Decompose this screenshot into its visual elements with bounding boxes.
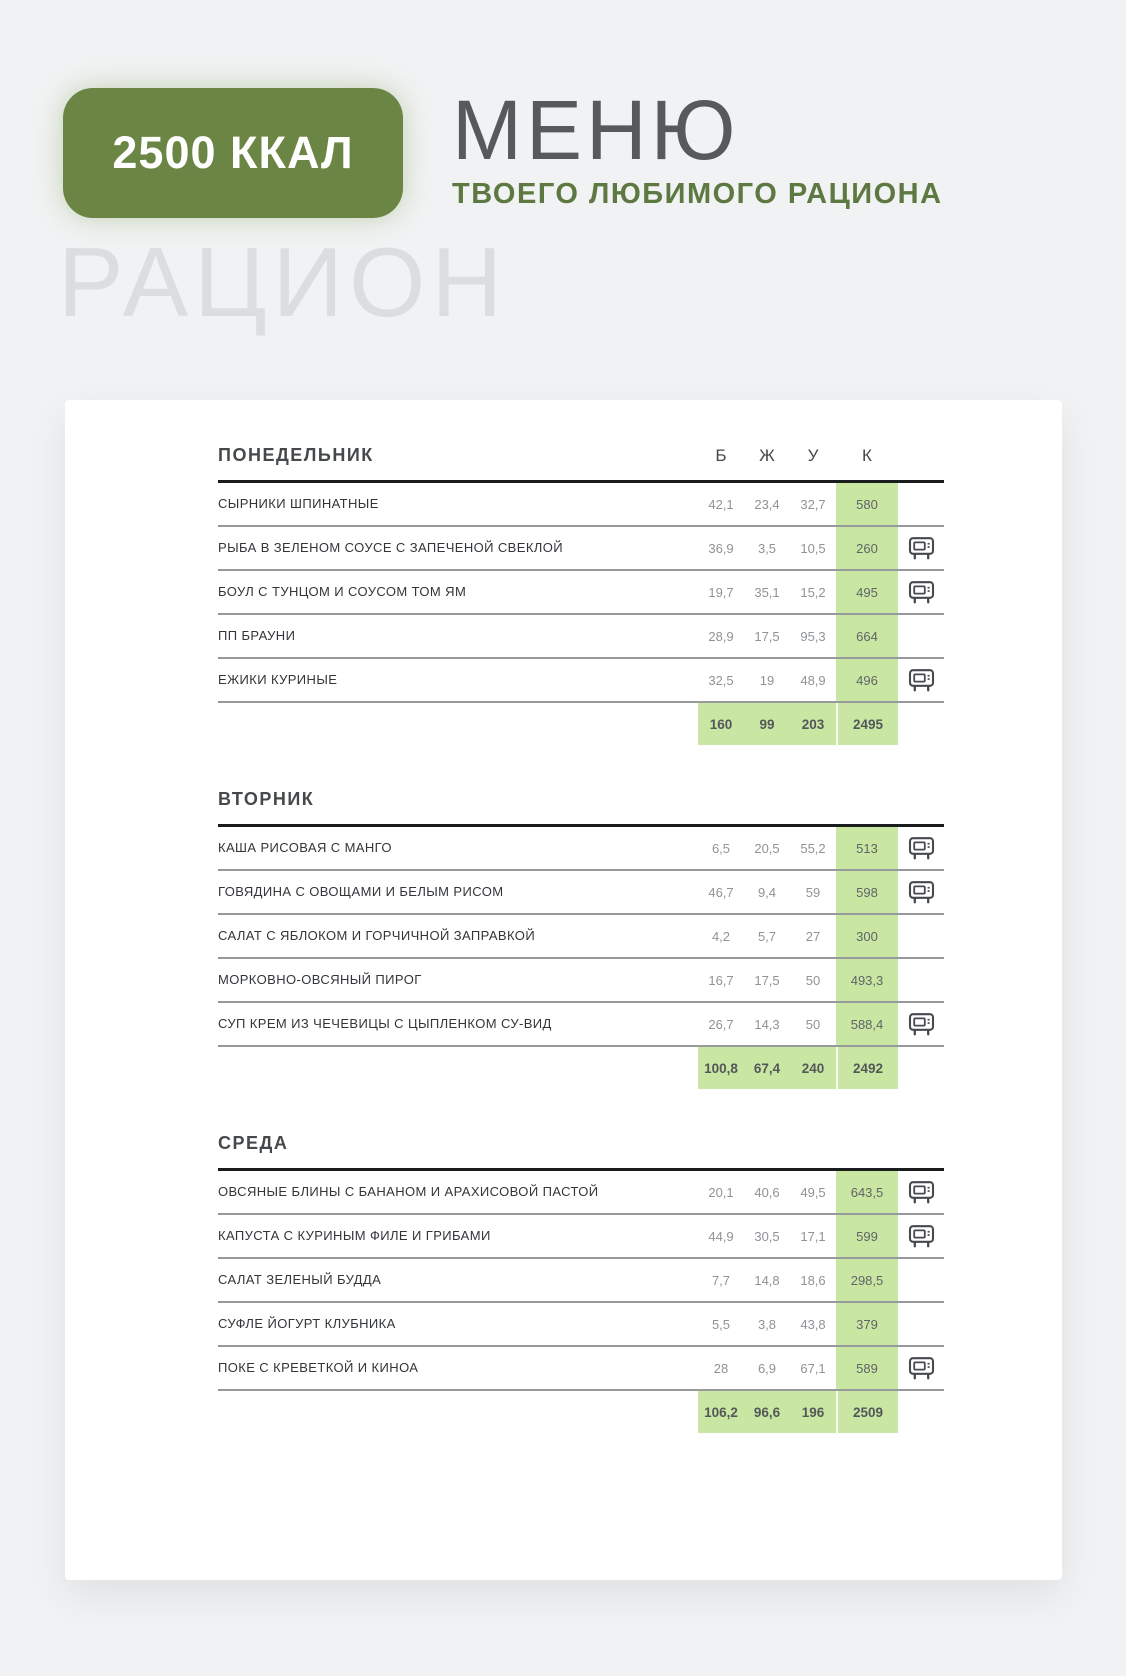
carb-value: 50: [805, 1016, 821, 1032]
table-row: [218, 959, 944, 1003]
calorie-cell: [836, 1303, 898, 1345]
carb-value: 32,7: [800, 496, 826, 512]
menu-days: [218, 445, 944, 1433]
table-row: [218, 827, 944, 871]
total-carb: 240: [790, 1047, 836, 1089]
dish-name: КАША РИСОВАЯ С МАНГО: [218, 840, 392, 855]
dish-name: САЛАТ ЗЕЛЕНЫЙ БУДДА: [218, 1272, 382, 1287]
fat-value: 35,1: [754, 584, 780, 600]
total-fat: 67,4: [744, 1047, 790, 1089]
calorie-badge: [63, 88, 403, 218]
calorie-cell: [836, 827, 898, 869]
carb-value: 49,5: [800, 1184, 826, 1200]
calorie-cell: [836, 1003, 898, 1045]
day-section: [218, 789, 944, 1089]
total-protein: 160: [698, 703, 744, 745]
table-row: [218, 483, 944, 527]
heat-icon-cell: [898, 836, 944, 861]
carb-value: 27: [805, 928, 821, 944]
microwave-icon: [908, 1180, 935, 1205]
calorie-cell: [836, 959, 898, 1001]
calorie-value: 495: [856, 584, 878, 600]
microwave-icon: [908, 836, 935, 861]
total-calorie: 2509: [852, 1404, 884, 1420]
calorie-value: 496: [856, 672, 878, 688]
table-row: [218, 915, 944, 959]
dish-name: МОРКОВНО-ОВСЯНЫЙ ПИРОГ: [218, 972, 422, 987]
protein-value: 16,7: [708, 972, 734, 988]
table-row: [218, 1171, 944, 1215]
protein-value: 5,5: [711, 1316, 731, 1332]
day-total-row: [218, 1391, 944, 1433]
protein-value: 28: [713, 1360, 729, 1376]
heat-icon-cell: [898, 580, 944, 605]
day-title: ПОНЕДЕЛЬНИК: [218, 445, 374, 465]
microwave-icon: [908, 1224, 935, 1249]
table-row: [218, 1347, 944, 1391]
calorie-value: 379: [856, 1316, 878, 1332]
fat-value: 3,8: [757, 1316, 777, 1332]
calorie-cell: [836, 659, 898, 701]
total-carb: 196: [790, 1391, 836, 1433]
fat-value: 6,9: [757, 1360, 777, 1376]
dish-name: ПОКЕ С КРЕВЕТКОЙ И КИНОА: [218, 1360, 419, 1375]
calorie-cell: [836, 915, 898, 957]
fat-value: 3,5: [757, 540, 777, 556]
protein-value: 44,9: [708, 1228, 734, 1244]
carb-value: 10,5: [800, 540, 826, 556]
microwave-icon: [908, 580, 935, 605]
calorie-value: 599: [856, 1228, 878, 1244]
day-section: [218, 445, 944, 745]
day-total-row: [218, 703, 944, 745]
total-calorie-cell: [836, 1391, 898, 1433]
table-row: [218, 871, 944, 915]
table-row: [218, 615, 944, 659]
dish-name: СУП КРЕМ ИЗ ЧЕЧЕВИЦЫ С ЦЫПЛЕНКОМ СУ-ВИД: [218, 1016, 552, 1031]
fat-value: 14,3: [754, 1016, 780, 1032]
calorie-value: 260: [856, 540, 878, 556]
table-row: [218, 1003, 944, 1047]
day-total-row: [218, 1047, 944, 1089]
dish-name: САЛАТ С ЯБЛОКОМ И ГОРЧИЧНОЙ ЗАПРАВКОЙ: [218, 928, 536, 943]
fat-value: 19: [759, 672, 775, 688]
heat-icon-cell: [898, 1224, 944, 1249]
dish-name: СУФЛЕ ЙОГУРТ КЛУБНИКА: [218, 1316, 396, 1331]
table-row: [218, 1303, 944, 1347]
calorie-value: 589: [856, 1360, 878, 1376]
carb-value: 17,1: [800, 1228, 826, 1244]
day-section: [218, 1133, 944, 1433]
calorie-cell: [836, 615, 898, 657]
dish-name: ЕЖИКИ КУРИНЫЕ: [218, 672, 338, 687]
total-calorie-cell: [836, 703, 898, 745]
dish-name: ПП БРАУНИ: [218, 628, 296, 643]
calorie-cell: [836, 483, 898, 525]
protein-value: 36,9: [708, 540, 734, 556]
day-header-row: [218, 789, 944, 824]
protein-value: 7,7: [711, 1272, 731, 1288]
heat-icon-cell: [898, 668, 944, 693]
calorie-cell: [836, 871, 898, 913]
heat-icon-cell: [898, 1180, 944, 1205]
protein-value: 6,5: [711, 840, 731, 856]
microwave-icon: [908, 1356, 935, 1381]
dish-name: КАПУСТА С КУРИНЫМ ФИЛЕ И ГРИБАМИ: [218, 1228, 491, 1243]
table-row: [218, 571, 944, 615]
calorie-value: 513: [856, 840, 878, 856]
column-header: [836, 789, 898, 810]
calorie-cell: [836, 571, 898, 613]
microwave-icon: [908, 536, 935, 561]
fat-value: 5,7: [757, 928, 777, 944]
day-title: ВТОРНИК: [218, 789, 315, 809]
watermark-text: РАЦИОН: [58, 227, 509, 337]
calorie-cell: [836, 527, 898, 569]
microwave-icon: [908, 668, 935, 693]
heat-icon-cell: [898, 1012, 944, 1037]
total-calorie-cell: [836, 1047, 898, 1089]
total-protein: 100,8: [698, 1047, 744, 1089]
calorie-value: 300: [856, 928, 878, 944]
protein-value: 28,9: [708, 628, 734, 644]
day-header-row: [218, 1133, 944, 1168]
heat-icon-cell: [898, 1356, 944, 1381]
carb-value: 18,6: [800, 1272, 826, 1288]
total-fat: 96,6: [744, 1391, 790, 1433]
calorie-value: 664: [856, 628, 878, 644]
protein-value: 19,7: [708, 584, 734, 600]
fat-value: 20,5: [754, 840, 780, 856]
carb-value: 55,2: [800, 840, 826, 856]
dish-name: ГОВЯДИНА С ОВОЩАМИ И БЕЛЫМ РИСОМ: [218, 884, 504, 899]
column-header: Б: [715, 445, 727, 465]
fat-value: 17,5: [754, 972, 780, 988]
protein-value: 4,2: [711, 928, 731, 944]
calorie-value: 493,3: [850, 972, 884, 988]
calorie-cell: [836, 1259, 898, 1301]
total-fat: 99: [744, 703, 790, 745]
heat-icon-cell: [898, 536, 944, 561]
fat-value: 40,6: [754, 1184, 780, 1200]
carb-value: 67,1: [800, 1360, 826, 1376]
protein-value: 42,1: [708, 496, 734, 512]
fat-value: 17,5: [754, 628, 780, 644]
fat-value: 14,8: [754, 1272, 780, 1288]
microwave-icon: [908, 1012, 935, 1037]
calorie-cell: [836, 1171, 898, 1213]
fat-value: 23,4: [754, 496, 780, 512]
table-row: [218, 659, 944, 703]
day-title: СРЕДА: [218, 1133, 289, 1153]
menu-card: [65, 400, 1062, 1580]
carb-value: 59: [805, 884, 821, 900]
page-title: МЕНЮ: [452, 83, 740, 177]
calorie-cell: [836, 1347, 898, 1389]
calorie-value: 643,5: [850, 1184, 884, 1200]
protein-value: 46,7: [708, 884, 734, 900]
protein-value: 32,5: [708, 672, 734, 688]
carb-value: 15,2: [800, 584, 826, 600]
calorie-badge-label: 2500 ККАЛ: [112, 127, 354, 178]
fat-value: 9,4: [757, 884, 777, 900]
dish-name: ОВСЯНЫЕ БЛИНЫ С БАНАНОМ И АРАХИСОВОЙ ПАСТОЙ: [218, 1184, 599, 1199]
total-protein: 106,2: [698, 1391, 744, 1433]
microwave-icon: [908, 880, 935, 905]
protein-value: 20,1: [708, 1184, 734, 1200]
calorie-value: 588,4: [850, 1016, 884, 1032]
protein-value: 26,7: [708, 1016, 734, 1032]
carb-value: 43,8: [800, 1316, 826, 1332]
dish-name: СЫРНИКИ ШПИНАТНЫЕ: [218, 496, 379, 511]
page-subtitle: ТВОЕГО ЛЮБИМОГО РАЦИОНА: [452, 178, 943, 210]
calorie-value: 298,5: [850, 1272, 884, 1288]
carb-value: 95,3: [800, 628, 826, 644]
calorie-cell: [836, 1215, 898, 1257]
total-calorie: 2492: [852, 1060, 884, 1076]
calorie-value: 598: [856, 884, 878, 900]
table-row: [218, 1259, 944, 1303]
table-row: [218, 1215, 944, 1259]
fat-value: 30,5: [754, 1228, 780, 1244]
total-carb: 203: [790, 703, 836, 745]
carb-value: 50: [805, 972, 821, 988]
carb-value: 48,9: [800, 672, 826, 688]
table-row: [218, 527, 944, 571]
header-title-block: [452, 83, 943, 211]
dish-name: РЫБА В ЗЕЛЕНОМ СОУСЕ С ЗАПЕЧЕНОЙ СВЕКЛОЙ: [218, 540, 563, 555]
day-header-row: [218, 445, 944, 480]
column-header: К: [862, 445, 872, 465]
dish-name: БОУЛ С ТУНЦОМ И СОУСОМ ТОМ ЯМ: [218, 584, 467, 599]
column-header: У: [807, 445, 819, 465]
calorie-value: 580: [856, 496, 878, 512]
column-header: [836, 1133, 898, 1154]
column-header: Ж: [759, 445, 775, 465]
heat-icon-cell: [898, 880, 944, 905]
total-calorie: 2495: [852, 716, 884, 732]
